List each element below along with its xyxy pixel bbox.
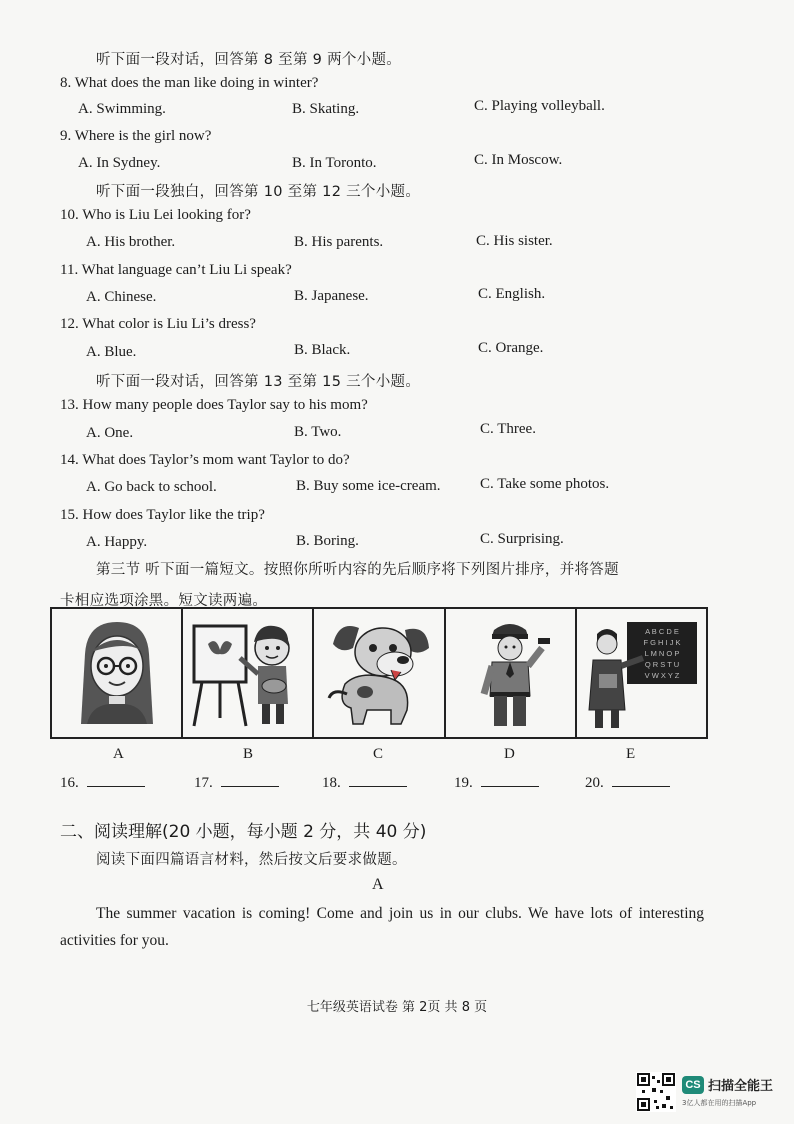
instruction-10-12: 听下面一段独白，回答第 10 至第 12 三个小题。 <box>96 184 421 200</box>
passage-label: A <box>372 876 384 893</box>
dog-icon <box>319 614 439 732</box>
passage-text: The summer vacation is coming! Come and join us in our clubs. We have lots of interesting activities for you. <box>60 905 704 949</box>
q8-option-a: A. Swimming. <box>78 101 166 117</box>
camscanner-name: 扫描全能王 <box>708 1079 774 1094</box>
picture-a-girl-with-glasses-icon <box>52 609 183 737</box>
q10-option-a: A. His brother. <box>86 234 176 250</box>
picture-c-dog-icon <box>314 609 445 737</box>
page-footer: 七年级英语试卷 第 2页 共 8 页 <box>306 1000 488 1015</box>
camscanner-tagline: 3亿人都在用的扫描App <box>682 1099 757 1107</box>
question-15: 15. How does Taylor like the trip? <box>60 507 265 523</box>
picture-d-police-officer-icon <box>446 609 577 737</box>
question-14: 14. What does Taylor’s mom want Taylor to do? <box>60 452 350 468</box>
q8-option-b: B. Skating. <box>292 101 360 117</box>
section3-instruction-line1: 第三节 听下面一篇短文。按照你所听内容的先后顺序将下列图片排序，并将答题 <box>96 562 619 578</box>
chalkboard-row-3: L M N O P <box>645 649 680 658</box>
question-9: 9. Where is the girl now? <box>60 128 212 144</box>
chalkboard-row-4: Q R S T U <box>645 660 680 669</box>
q12-option-a: A. Blue. <box>86 344 137 360</box>
chalkboard-row-1: A B C D E <box>645 627 680 636</box>
q13-option-b: B. Two. <box>294 424 342 440</box>
police-officer-icon <box>450 614 570 732</box>
q10-option-b: B. His parents. <box>294 234 384 250</box>
q14-option-a: A. Go back to school. <box>86 479 217 495</box>
q12-option-c: C. Orange. <box>478 340 544 356</box>
instruction-8-9: 听下面一段对话，回答第 8 至第 9 两个小题。 <box>96 52 402 68</box>
q15-option-a: A. Happy. <box>86 534 148 550</box>
qr-code-icon <box>636 1072 676 1112</box>
picture-e-teacher-icon <box>577 609 706 737</box>
q12-option-b: B. Black. <box>294 342 351 358</box>
q9-option-c: C. In Moscow. <box>474 152 563 168</box>
q11-option-b: B. Japanese. <box>294 288 369 304</box>
q8-option-c: C. Playing volleyball. <box>474 98 605 114</box>
section3-instruction-line2: 卡相应选项涂黑。短文读两遍。 <box>60 593 268 609</box>
picture-b-boy-painting-icon <box>183 609 314 737</box>
picture-label-c: C <box>373 746 384 762</box>
picture-panel <box>50 607 708 739</box>
girl-with-glasses-icon <box>57 614 177 732</box>
chalkboard-row-5: V W X Y Z <box>645 671 680 680</box>
answer-blank-17[interactable]: 17. <box>194 774 279 792</box>
question-11: 11. What language can’t Liu Li speak? <box>60 262 292 278</box>
answer-blank-20[interactable]: 20. <box>585 774 670 792</box>
question-12: 12. What color is Liu Li’s dress? <box>60 316 256 332</box>
camscanner-logo: CS <box>682 1076 704 1094</box>
q15-option-b: B. Boring. <box>296 533 359 549</box>
picture-label-e: E <box>626 746 636 762</box>
answer-blank-16[interactable]: 16. <box>60 774 145 792</box>
q10-option-c: C. His sister. <box>476 233 553 249</box>
question-8: 8. What does the man like doing in winter? <box>60 75 319 91</box>
q13-option-a: A. One. <box>86 425 134 441</box>
picture-label-a: A <box>113 746 124 762</box>
picture-label-b: B <box>243 746 254 762</box>
q14-option-b: B. Buy some ice-cream. <box>296 478 441 494</box>
q9-option-a: A. In Sydney. <box>78 155 161 171</box>
q15-option-c: C. Surprising. <box>480 531 564 547</box>
q13-option-c: C. Three. <box>480 421 536 437</box>
chalkboard-row-2: F G H I J K <box>643 638 681 647</box>
teacher-icon <box>581 614 701 732</box>
boy-painting-icon <box>188 614 308 732</box>
picture-label-d: D <box>504 746 515 762</box>
answer-blank-19[interactable]: 19. <box>454 774 539 792</box>
q9-option-b: B. In Toronto. <box>292 155 377 171</box>
section2-instruction: 阅读下面四篇语言材料，然后按文后要求做题。 <box>96 852 407 868</box>
answer-blank-18[interactable]: 18. <box>322 774 407 792</box>
section2-title: 二、阅读理解(20 小题，每小题 2 分，共 40 分) <box>60 822 427 842</box>
q11-option-a: A. Chinese. <box>86 289 157 305</box>
q14-option-c: C. Take some photos. <box>480 476 610 492</box>
q11-option-c: C. English. <box>478 286 546 302</box>
question-10: 10. Who is Liu Lei looking for? <box>60 207 251 223</box>
question-13: 13. How many people does Taylor say to his mom? <box>60 397 368 413</box>
instruction-13-15: 听下面一段对话，回答第 13 至第 15 三个小题。 <box>96 374 421 390</box>
